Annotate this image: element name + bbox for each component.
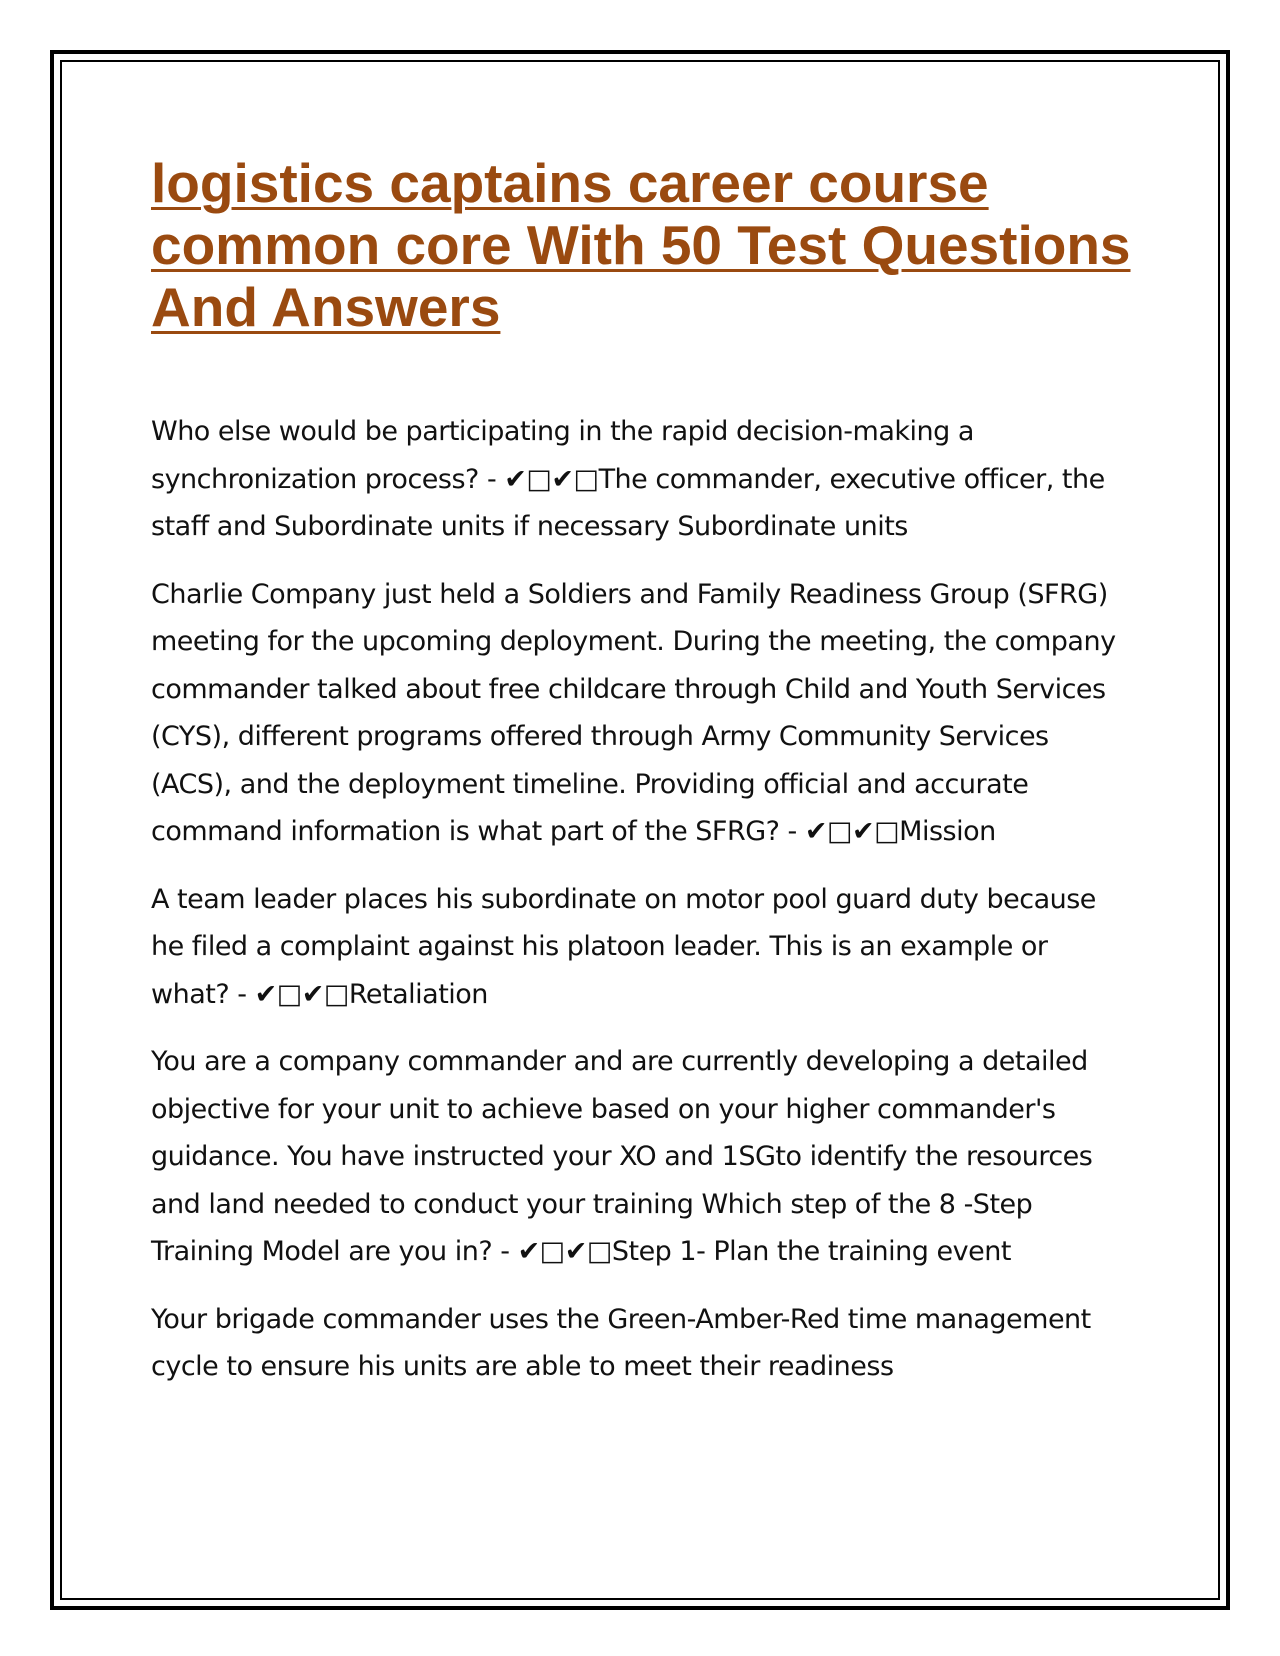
qa-item [151,571,1131,856]
question-text: A team leader places his subordinate on motor pool guard duty because he filed a complaint against his platoon leader. This is an example or what? - [151,883,1096,1010]
check-mark-icon: ✔□✔□ [804,816,900,847]
check-mark-icon: ✔□✔□ [517,1236,612,1267]
qa-item [151,876,1131,1019]
answer-text: Mission [899,816,996,847]
check-mark-icon: ✔□✔□ [504,463,599,495]
document-title: logistics captains career course common core With 50 Test Questions And Answers [151,152,1131,338]
qa-list [151,408,1131,1391]
question-text: Your brigade commander uses the Green-Amber-Red time management cycle to ensure his units are able to meet their readiness [151,1303,1091,1382]
qa-item [151,408,1131,551]
document-content [151,152,1131,1411]
answer-text: Retaliation [348,978,488,1010]
question-text: You are a company commander and are currently developing a detailed objective for your unit to achieve based on your higher commander's guidance. You have instructed your XO and 1SGto identify the resources and land needed to conduct your training Which step of the 8 -Step Training Model are you in? - [151,1046,1093,1267]
check-mark-icon: ✔□✔□ [254,978,349,1010]
qa-item [151,1296,1131,1391]
qa-item [151,1038,1131,1276]
answer-text: The commander, executive officer, the staff and Subordinate units if necessary Subordinate units [151,463,1105,542]
question-text: Who else would be participating in the rapid decision-making a synchronization process? - [151,416,974,495]
answer-text: Step 1- Plan the training event [611,1236,1011,1267]
question-text: Charlie Company just held a Soldiers and Family Readiness Group (SFRG) meeting for the upcoming deployment. During the meeting, the company commander talked about free childcare through Child and Youth Services (CYS), different programs offered through Army Community Services (ACS), and the deployment timeline. Providing official and accurate command information is what part of the SFRG? - [151,578,1116,847]
